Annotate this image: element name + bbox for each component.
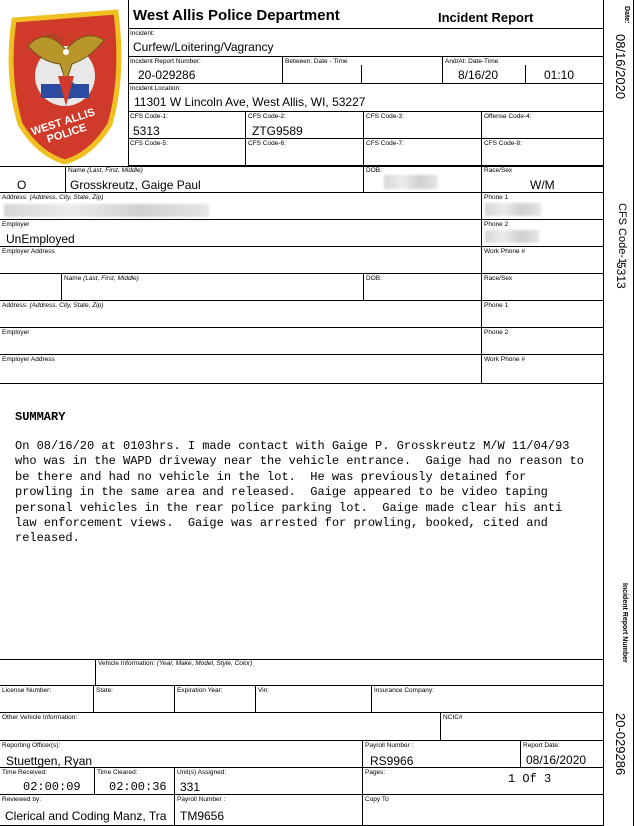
cfs-code-1: 5313 bbox=[133, 124, 160, 138]
payroll2-cell: Payroll Number : TM9656 bbox=[175, 795, 363, 826]
other-vehicle-cell: Other Vehicle Information: bbox=[0, 713, 441, 741]
department-title: West Allis Police Department bbox=[133, 7, 340, 24]
insurance-cell: Insurance Company: bbox=[372, 686, 604, 713]
between-date-cell: Between: Date - Time bbox=[283, 57, 443, 84]
cfs1-cell: CFS Code-1: 5313 bbox=[128, 112, 246, 139]
sidebar-cfs-label: CFS Code-1: bbox=[616, 203, 628, 268]
summary-line: who was in the WAPD driveway near the vehicle entrance. Gaige had no reason to bbox=[15, 454, 584, 469]
cfs3-cell: CFS Code-3: bbox=[364, 112, 482, 139]
person2-employer-cell: Employer bbox=[0, 328, 482, 355]
report-date-cell: Report Date: 08/16/2020 bbox=[521, 741, 604, 768]
pages-cell: Pages: 1 Of 3 bbox=[363, 768, 604, 795]
offense4-cell: Offense Code-4: bbox=[482, 112, 604, 139]
summary-line: personal vehicles in the rear police parking lot. Gaige made clear his anti bbox=[15, 500, 563, 515]
person1-work-phone-cell: Work Phone # bbox=[482, 247, 604, 274]
person2-employer-address-cell: Employer Address bbox=[0, 355, 482, 384]
person1-phone2-cell: Phone 2 bbox=[482, 220, 604, 247]
person1-name: Grosskreutz, Gaige Paul bbox=[70, 178, 201, 192]
person2-work-phone-cell: Work Phone # bbox=[482, 355, 604, 384]
person2-race-cell: Race/Sex bbox=[482, 274, 604, 301]
person1-employer-address-cell: Employer Address bbox=[0, 247, 482, 274]
incident-type: Curfew/Loitering/Vagrancy bbox=[133, 40, 274, 54]
person2-phone2-cell: Phone 2 bbox=[482, 328, 604, 355]
expiration-cell: Expiration Year: bbox=[175, 686, 256, 713]
person1-role: O bbox=[17, 178, 27, 192]
report-date: 08/16/2020 bbox=[526, 753, 587, 767]
summary-line: On 08/16/20 at 0103hrs. I made contact with Gaige P. Grosskreutz M/W 11/04/93 bbox=[15, 439, 570, 453]
vehicle-left-cell bbox=[0, 659, 96, 686]
location-cell: Incident Location: 11301 W Lincoln Ave, West Allis, WI, 53227 bbox=[128, 84, 604, 112]
sidebar-cfs-value: 5313 bbox=[614, 262, 628, 289]
summary-line: law enforcement views. Gaige was arrested for prowling, booked, cited and bbox=[15, 516, 548, 531]
department-patch bbox=[6, 6, 124, 164]
time-cleared-cell: Time Cleared: 02:00:36 bbox=[95, 768, 175, 795]
reporting-officer-cell: Reporting Officer(s): Stuettgen, Ryan bbox=[0, 741, 363, 768]
license-number-cell: License Number: bbox=[0, 686, 94, 713]
person2-address-cell: Address: (Address, City, State, Zip) bbox=[0, 301, 482, 328]
time-received-cell: Time Received: 02:00:09 bbox=[0, 768, 95, 795]
redacted-address bbox=[4, 204, 209, 217]
redacted-phone1 bbox=[485, 203, 541, 216]
reviewed-by-cell: Reviewed by: Clerical and Coding Manz, Tra bbox=[0, 795, 175, 826]
person2-dob-cell: DOB: bbox=[364, 274, 482, 301]
summary-line: released. bbox=[15, 531, 80, 546]
summary-section bbox=[0, 384, 604, 659]
units-cell: Unit(s) Assigned: 331 bbox=[175, 768, 363, 795]
person1-race-sex: W/M bbox=[530, 178, 555, 192]
person1-race-cell: Race/Sex W/M bbox=[482, 166, 604, 193]
person1-name-cell: Name (Last, First, Middle) Grosskreutz, Gaige Paul bbox=[66, 166, 364, 193]
report-number: 20-029286 bbox=[138, 68, 196, 82]
and-at-date: 8/16/20 bbox=[458, 68, 499, 82]
incident-location: 11301 W Lincoln Ave, West Allis, WI, 53227 bbox=[134, 95, 366, 109]
state-cell: State: bbox=[94, 686, 175, 713]
summary-body bbox=[15, 439, 584, 547]
person2-name-cell: Name (Last, First, Middle) bbox=[62, 274, 364, 301]
sidebar-frame bbox=[604, 0, 634, 826]
person1-phone1-cell: Phone 1 bbox=[482, 193, 604, 220]
sidebar-date-value: 08/16/2020 bbox=[613, 34, 628, 100]
summary-line: prowling in the same area and released. Gaige appeared to be video taping bbox=[15, 485, 548, 500]
person2-role-cell bbox=[0, 274, 62, 301]
cfs-code-2: ZTG9589 bbox=[252, 124, 303, 138]
vehicle-info-cell: Vehicle Information: (Year, Make, Model, Style, Color) bbox=[96, 659, 604, 686]
copy-to-cell: Copy To bbox=[363, 795, 604, 826]
person1-employer: UnEmployed bbox=[6, 232, 75, 246]
sidebar-report-value: 20-029286 bbox=[613, 713, 628, 776]
reporting-officer: Stuettgen, Ryan bbox=[6, 754, 93, 768]
cfs2-cell: CFS Code-2: ZTG9589 bbox=[246, 112, 364, 139]
payroll-number-2: TM9656 bbox=[180, 809, 225, 823]
units-assigned: 331 bbox=[180, 780, 201, 794]
time-received: 02:00:09 bbox=[23, 780, 81, 794]
person1-dob-cell: DOB: bbox=[364, 166, 482, 193]
vin-cell: Vin: bbox=[256, 686, 372, 713]
report-number-cell: Incident Report Number: 20-029286 bbox=[128, 57, 283, 84]
incident-type-cell: Incident: Curfew/Loitering/Vagrancy bbox=[128, 29, 604, 57]
and-at-date-cell: And/At: Date-Time 8/16/20 01:10 bbox=[443, 57, 604, 84]
pages: 1 Of 3 bbox=[508, 772, 552, 786]
sidebar-date-label: Date: bbox=[623, 6, 630, 24]
ncic-cell: NCIC# bbox=[441, 713, 604, 741]
patch-text: WEST ALLIS POLICE bbox=[29, 106, 97, 146]
cfs6-cell: CFS Code-6: bbox=[246, 139, 364, 166]
reviewed-by: Clerical and Coding Manz, Tra bbox=[5, 809, 167, 823]
payroll-number: RS9966 bbox=[370, 754, 414, 768]
summary-heading: SUMMARY bbox=[15, 410, 66, 424]
redacted-dob bbox=[384, 175, 438, 189]
payroll-cell: Payroll Number : RS9966 bbox=[363, 741, 521, 768]
cfs5-cell: CFS Code-5: bbox=[128, 139, 246, 166]
redacted-phone2 bbox=[485, 230, 539, 243]
report-type-title: Incident Report bbox=[438, 10, 534, 25]
summary-line: be there and had no vehicle in the lot. He was previously detained for bbox=[15, 469, 527, 484]
cfs7-cell: CFS Code-7: bbox=[364, 139, 482, 166]
sidebar-report-label: Incident Report Number bbox=[621, 583, 628, 663]
cfs8-cell: CFS Code-8: bbox=[482, 139, 604, 166]
person2-phone1-cell: Phone 1 bbox=[482, 301, 604, 328]
time-cleared: 02:00:36 bbox=[109, 780, 167, 794]
person1-employer-cell: Employer UnEmployed bbox=[0, 220, 482, 247]
and-at-time: 01:10 bbox=[544, 68, 575, 82]
person1-address-cell: Address: (Address, City, State, Zip) bbox=[0, 193, 482, 220]
person1-role-cell bbox=[0, 166, 66, 193]
